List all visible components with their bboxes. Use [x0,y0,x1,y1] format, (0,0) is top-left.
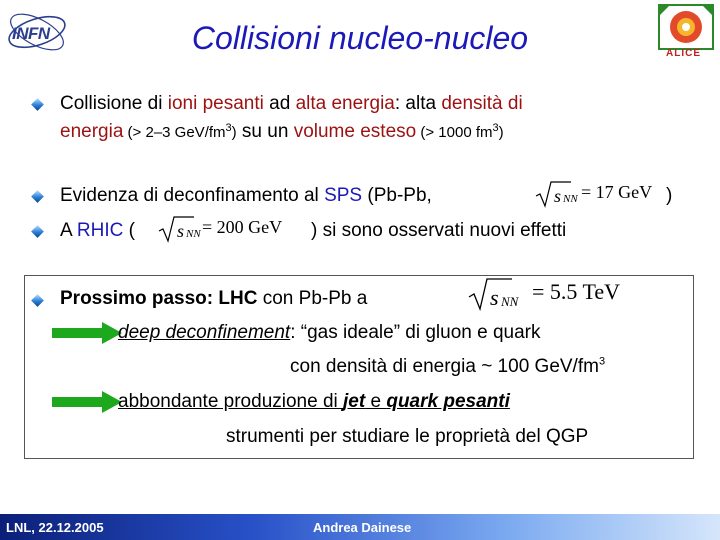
bullet-marker-1 [31,98,44,111]
bullet2-close [666,185,672,207]
superscript: 3 [492,122,499,134]
sps-energy: = 17 GeV [581,182,653,203]
energy-density-value [123,124,236,141]
bullet-marker-2 [31,190,44,203]
nn-subscript: NN [501,294,519,309]
infn-logo-text: INFN [12,24,50,43]
footer-author: Andrea Dainese [313,520,412,535]
energy-density-line [290,356,605,378]
bullet3-line-start [60,220,135,242]
bullet1-line1 [60,93,523,115]
bullet1-text: : alta [394,93,442,114]
jet-label: jet [343,391,366,412]
slide-title: Collisioni nucleo-nucleo [191,20,529,56]
energy-density-value-text: (> 2–3 GeV/fm [123,124,226,141]
bullet1-text: su un [236,121,294,142]
superscript: 3 [225,122,232,134]
bullet4-line [60,288,367,310]
paren-close: ) [666,185,673,206]
s-symbol: s [490,285,499,310]
ideal-gas-text: : “gas ideale” di gluon e quark [290,322,541,343]
bullet-marker-3 [31,225,44,238]
conjunction: e [365,391,387,412]
volume-value [416,124,503,141]
production-text: abbondante produzione di [118,391,344,412]
nn-subscript: NN [186,228,201,240]
energy-density-highlight: densità di [441,93,523,114]
sqrt-snn-sps [535,180,652,208]
energy-density-highlight-cont: energia [60,121,124,142]
bullet2-text: (Pb-Pb, [362,185,432,206]
lhc-energy: = 5.5 TeV [532,279,621,305]
qgp-tools-text: strumenti per studiare le proprietà del QGP [226,426,589,447]
alice-logo-text: ALICE [666,48,701,59]
large-volume-highlight: volume esteso [293,121,417,142]
footer-bar [0,514,720,540]
volume-value-text: (> 1000 fm [416,124,493,141]
footer-date: LNL, 22.12.2005 [6,520,104,535]
bullet3-text: A [60,220,77,241]
heavy-ions-highlight: ioni pesanti [167,93,264,114]
green-arrow-1 [52,322,122,344]
sps-highlight: SPS [324,185,363,206]
sqrt-snn-lhc [468,277,620,311]
s-symbol: s [554,186,562,206]
bullet4-text: con Pb-Pb a [257,288,368,309]
qgp-tools-line [226,426,588,448]
sqrt-snn-rhic [158,215,282,243]
rhic-highlight: RHIC [76,220,124,241]
paren-close: ) [231,124,237,141]
next-step-label: Prossimo passo: [60,288,219,309]
nn-subscript: NN [563,193,578,205]
lhc-label: LHC [218,288,258,309]
bullet1-text: Collisione di [60,93,168,114]
deconfinement-line [118,322,541,344]
bullet3-text: ( [123,220,135,241]
deep-deconfinement-label: deep deconfinement [118,322,291,343]
bullet3-text: ) si sono osservati nuovi effetti [311,220,567,241]
bullet3-line-end [311,220,566,242]
bullet1-text: ad [263,93,296,114]
energy-density-text: con densità di energia ~ 100 GeV/fm [290,356,599,377]
heavy-quarks-label: quark pesanti [386,391,510,412]
green-arrow-2 [52,391,122,413]
bullet2-text: Evidenza di deconfinamento al [60,185,325,206]
paren-close: ) [498,124,504,141]
bullet1-line2 [60,121,504,144]
high-energy-highlight: alta energia [295,93,395,114]
superscript: 3 [598,355,606,368]
bullet2-line [60,185,432,207]
jet-production-line [118,391,510,413]
s-symbol: s [177,221,185,241]
rhic-energy: = 200 GeV [202,217,283,238]
